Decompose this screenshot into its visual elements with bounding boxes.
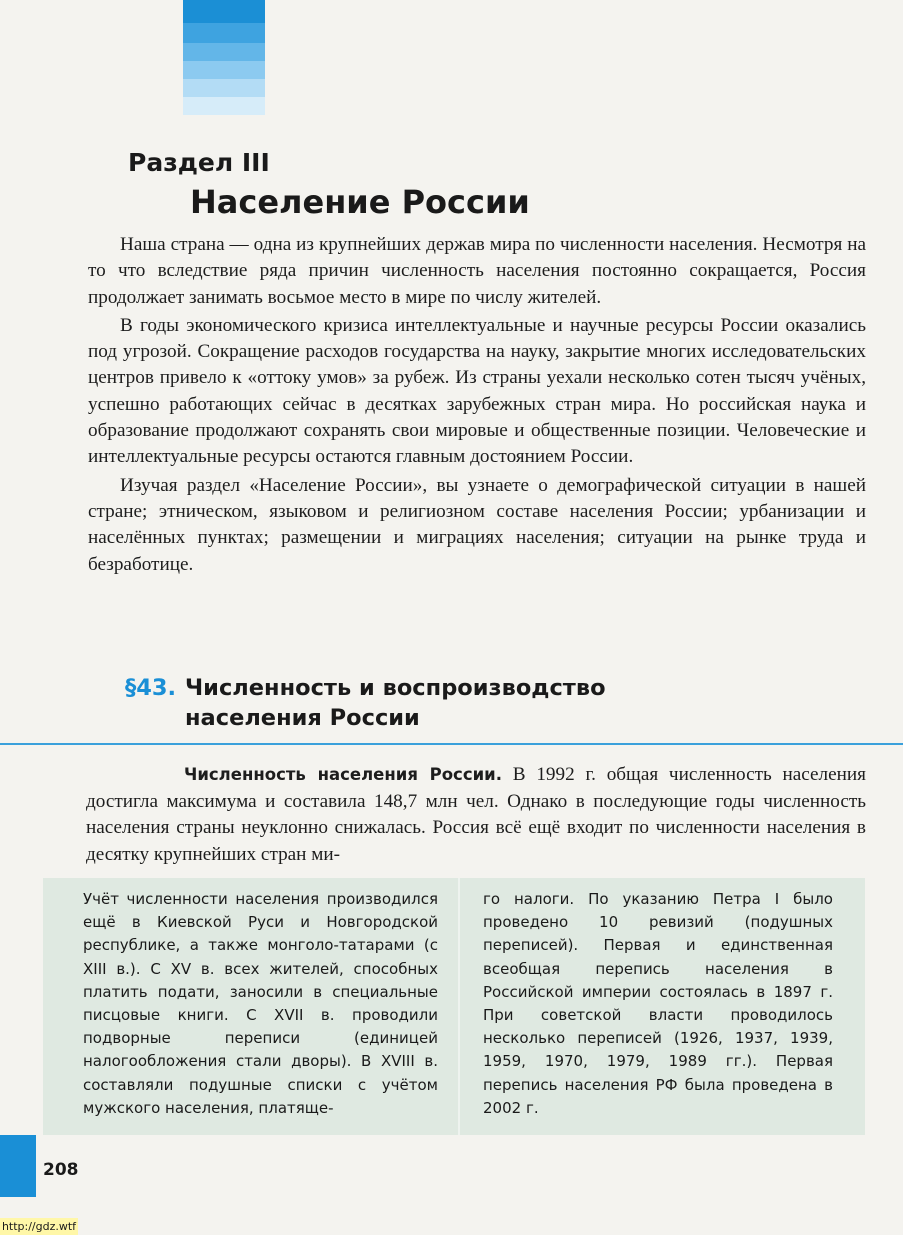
paragraph-title <box>185 673 606 733</box>
heading-divider <box>0 743 903 745</box>
decorative-color-stripes <box>183 0 265 115</box>
stripe <box>183 79 265 97</box>
paragraph-heading <box>125 673 606 733</box>
body-paragraph-text: В 1992 г. общая численность населения достигла максимума и составила 148,7 млн чел. Однако в последующие годы численность населения страны неуклонно снижалась. Россия всё ещё входит по численности населения в десятку крупнейших стран ми- <box>86 764 866 865</box>
info-box-left-column: Учёт численности населения производился ещё в Киевской Руси и Новгородской республике, а также монголо-татарами (с XIII в.). С XV в. всех жителей, способных платить подати, заносили в специальные писцовые книги. С XVII в. проводили подворные переписи (единицей налогообложения стали дворы). В XVIII в. составляли подушные списки с учётом мужского населения, платяще- <box>83 890 438 1117</box>
section-title: Население России <box>190 183 530 221</box>
intro-paragraph: В годы экономического кризиса интеллектуальные и научные ресурсы России оказались под угрозой. Сокращение расходов государства на науку, закрытие многих исследовательских центров привело к «оттоку умов» за рубеж. Из страны уехали несколько сотен тысяч учёных, успешно работающих сейчас в десятках зарубежных стран мира. Но российская наука и образование продолжают сохранять свои мировые и общественные позиции. Человеческие и интеллектуальные ресурсы остаются главным достоянием России. <box>88 314 866 468</box>
paragraph-title-line: населения России <box>185 705 420 731</box>
intro-paragraph: Наша страна — одна из крупнейших держав мира по численности населения. Несмотря на то что вследствие ряда причин численность населения постоянно сокращается, Россия продолжает занимать восьмое место в мире по числу жителей. <box>88 234 866 308</box>
stripe <box>183 97 265 115</box>
section-label: Раздел III <box>128 148 270 177</box>
watermark-link[interactable]: http://gdz.wtf <box>1 1220 77 1233</box>
body-paragraph <box>86 762 866 868</box>
intro-paragraph: Изучая раздел «Население России», вы узнаете о демографической ситуации в нашей стране; этническом, языковом и религиозном составе населения России; урбанизации и населённых пунктах; размещении и миграциях населения; ситуации на рынке труда и безработице. <box>88 474 866 575</box>
paragraph-number: §43. <box>125 675 177 701</box>
stripe <box>183 43 265 61</box>
stripe <box>183 23 265 43</box>
stripe <box>183 61 265 79</box>
stripe <box>183 0 265 23</box>
body-text <box>86 762 866 868</box>
runin-heading: Численность населения России. <box>184 765 502 784</box>
page-number: 208 <box>43 1160 79 1180</box>
info-box-divider <box>458 878 460 1135</box>
paragraph-title-line: Численность и воспроизводство <box>185 675 606 701</box>
page-corner-marker <box>0 1135 36 1197</box>
info-box-right-column: го налоги. По указанию Петра I было проведено 10 ревизий (подушных переписей). Первая и единственная всеобщая перепись населения в Российской империи состоялась в 1897 г. При советской власти проводилось несколько переписей (1926, 1937, 1939, 1959, 1970, 1979, 1989 гг.). Первая перепись населения РФ была проведена в 2002 г. <box>483 890 833 1117</box>
info-box <box>43 878 865 1135</box>
intro-text <box>88 232 866 580</box>
